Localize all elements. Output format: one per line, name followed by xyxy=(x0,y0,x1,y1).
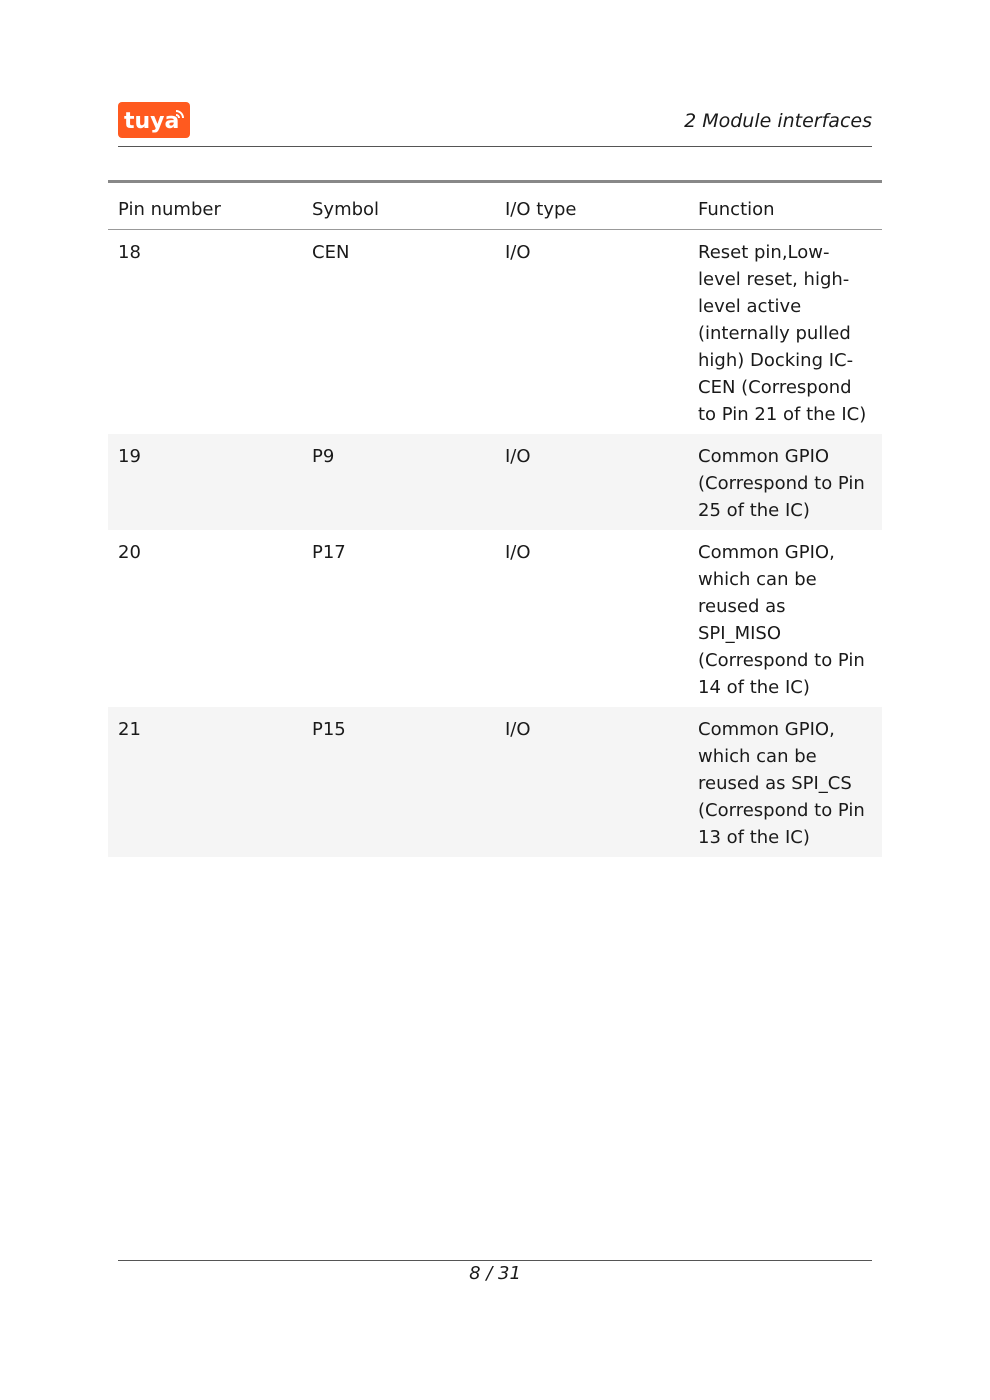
column-header-pin-number: Pin number xyxy=(108,182,302,230)
function-text: Reset pin,Low-level reset, high-level active (internally pulled high) Docking IC-CEN (Correspond to Pin 21 of the IC) xyxy=(698,242,867,425)
page-number: 8 / 31 xyxy=(469,1263,521,1284)
io-type-cell: I/O xyxy=(505,242,531,263)
function-text: Common GPIO, which can be reused as SPI_MISO (Correspond to Pin 14 of the IC) xyxy=(698,542,865,698)
column-header-io-type: I/O type xyxy=(495,182,688,230)
io-type-cell: I/O xyxy=(495,707,688,857)
function-cell xyxy=(688,434,882,530)
io-type-cell: I/O xyxy=(495,434,688,530)
table-row xyxy=(108,434,882,530)
symbol-cell: P17 xyxy=(312,542,346,563)
pin-number-cell: 18 xyxy=(118,242,141,263)
column-header-function: Function xyxy=(688,182,882,230)
table-row xyxy=(108,530,882,707)
tuya-logo xyxy=(118,102,190,138)
column-header-symbol: Symbol xyxy=(302,182,495,230)
table-row xyxy=(108,707,882,857)
table-header-row xyxy=(108,182,882,230)
section-title: 2 Module interfaces xyxy=(684,110,872,132)
function-cell xyxy=(688,707,882,857)
symbol-cell: P9 xyxy=(302,434,495,530)
logo-wordmark: tuya xyxy=(124,109,180,134)
page-header xyxy=(118,100,872,147)
pin-table xyxy=(108,180,882,857)
symbol-cell: CEN xyxy=(312,242,350,263)
function-text: Common GPIO, which can be reused as SPI_CS (Correspond to Pin 13 of the IC) xyxy=(698,719,865,848)
pin-number-cell: 21 xyxy=(108,707,302,857)
function-cell xyxy=(688,230,882,435)
io-type-cell: I/O xyxy=(505,542,531,563)
symbol-cell: P15 xyxy=(302,707,495,857)
pin-number-cell: 19 xyxy=(108,434,302,530)
page-footer xyxy=(118,1260,872,1284)
table-row xyxy=(108,230,882,435)
function-text: Common GPIO (Correspond to Pin 25 of the IC) xyxy=(698,446,865,521)
tuya-logo-mark xyxy=(118,102,190,138)
function-cell xyxy=(688,530,882,707)
pin-number-cell: 20 xyxy=(118,542,141,563)
